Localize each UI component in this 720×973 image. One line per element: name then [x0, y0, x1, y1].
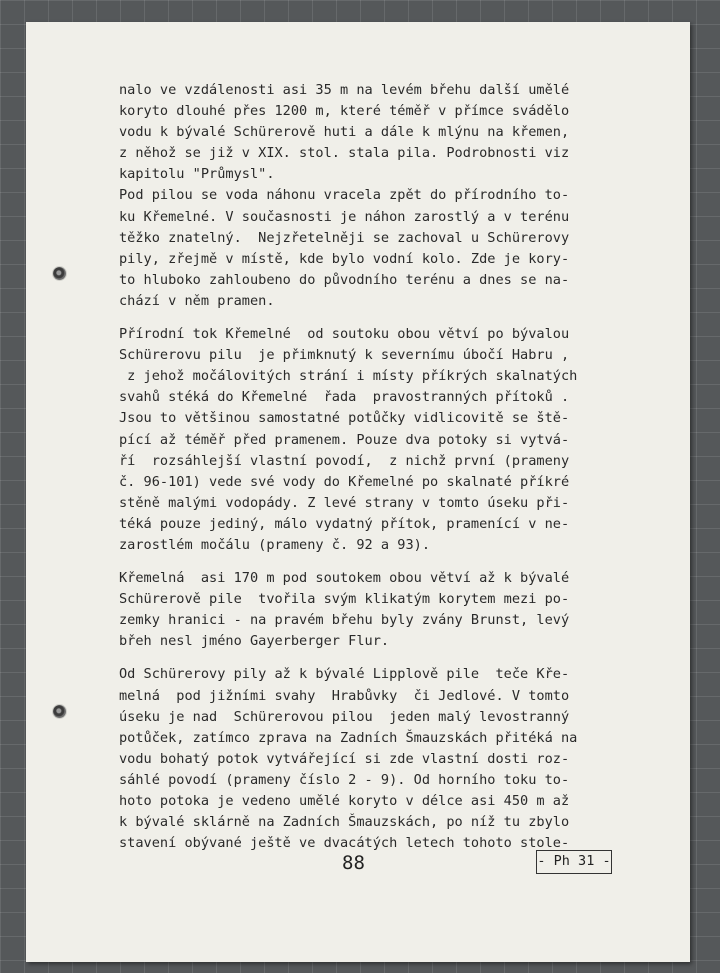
body-text — [119, 80, 599, 866]
text-line: ku Křemelné. V současnosti je náhon zarostlý a v terénu — [119, 208, 570, 225]
text-line: téká pouze jediný, málo vydatný přítok, pramenící v ne- — [119, 515, 570, 532]
paragraph — [119, 568, 599, 652]
text-line: břeh nesl jméno Gayerberger Flur. — [119, 633, 390, 650]
text-line: z něhož se již v XIX. stol. stala pila. Podrobnosti viz — [119, 145, 570, 162]
text-line: úseku je nad Schürerovou pilou jeden malý levostranný — [119, 708, 570, 725]
text-line: ří rozsáhlejší vlastní povodí, z nichž první (prameny — [119, 452, 570, 469]
text-line: Jsou to většinou samostatné potůčky vidlicovitě se ště- — [119, 410, 570, 427]
text-line: Schürerovu pilu je přimknutý k severnímu úbočí Habru , — [119, 347, 570, 364]
text-line: svahů stéká do Křemelné řada pravostranných přítoků . — [119, 389, 570, 406]
paragraph — [119, 324, 599, 556]
page-code-box: - Ph 31 - — [536, 850, 612, 874]
paragraph — [119, 664, 599, 854]
text-line: zemky hranici - na pravém břehu byly zvány Brunst, levý — [119, 612, 570, 629]
page-number: 88 — [342, 852, 365, 874]
text-line: potůček, zatímco zprava na Zadních Šmauzskách přitéká na — [119, 729, 578, 746]
text-line: Pod pilou se voda náhonu vracela zpět do přírodního to- — [119, 187, 570, 204]
text-line: těžko znatelný. Nejzřetelněji se zachoval u Schürerovy — [119, 229, 570, 246]
text-line: Schürerově pile tvořila svým klikatým korytem mezi po- — [119, 591, 570, 608]
text-line: to hluboko zahloubeno do původního terénu a dnes se na- — [119, 271, 570, 288]
text-line: stavení obývané ještě ve dvacátých letech tohoto stole- — [119, 835, 570, 852]
text-line: č. 96-101) vede své vody do Křemelné po skalnaté příkré — [119, 473, 570, 490]
text-line: vodu bohatý potok vytvářející si zde vlastní dosti roz- — [119, 750, 570, 767]
text-line: k bývalé sklárně na Zadních Šmauzskách, po níž tu zbylo — [119, 814, 570, 831]
text-line: chází v něm pramen. — [119, 292, 275, 309]
punch-hole-top — [53, 267, 66, 280]
text-line: sáhlé povodí (prameny číslo 2 - 9). Od horního toku to- — [119, 771, 570, 788]
text-line: zarostlém močálu (prameny č. 92 a 93). — [119, 536, 430, 553]
text-line: Od Schürerovy pily až k bývalé Lipplově pile teče Kře- — [119, 666, 570, 683]
text-line: Přírodní tok Křemelné od soutoku obou větví po bývalou — [119, 326, 570, 343]
text-line: pily, zřejmě v místě, kde bylo vodní kolo. Zde je kory- — [119, 250, 570, 267]
paragraph — [119, 80, 599, 312]
text-line: z jehož močálovitých strání i místy příkrých skalnatých — [119, 368, 578, 385]
text-line: hoto potoka je vedeno umělé koryto v délce asi 450 m až — [119, 793, 570, 809]
text-line: Křemelná asi 170 m pod soutokem obou větví až k bývalé — [119, 570, 570, 587]
text-line: koryto dlouhé přes 1200 m, které téměř v přímce svádělo — [119, 103, 570, 120]
text-line: stěně malými vodopády. Z levé strany v tomto úseku při- — [119, 494, 570, 511]
punch-hole-bottom — [53, 705, 66, 718]
text-line: melná pod jižními svahy Hrabůvky či Jedlové. V tomto — [119, 687, 570, 704]
text-line: nalo ve vzdálenosti asi 35 m na levém břehu další umělé — [119, 82, 570, 98]
text-line: pící až téměř před pramenem. Pouze dva potoky si vytvá- — [119, 431, 570, 448]
text-line: kapitolu "Průmysl". — [119, 166, 275, 183]
text-line: vodu k bývalé Schürerově huti a dále k mlýnu na křemen, — [119, 124, 570, 141]
